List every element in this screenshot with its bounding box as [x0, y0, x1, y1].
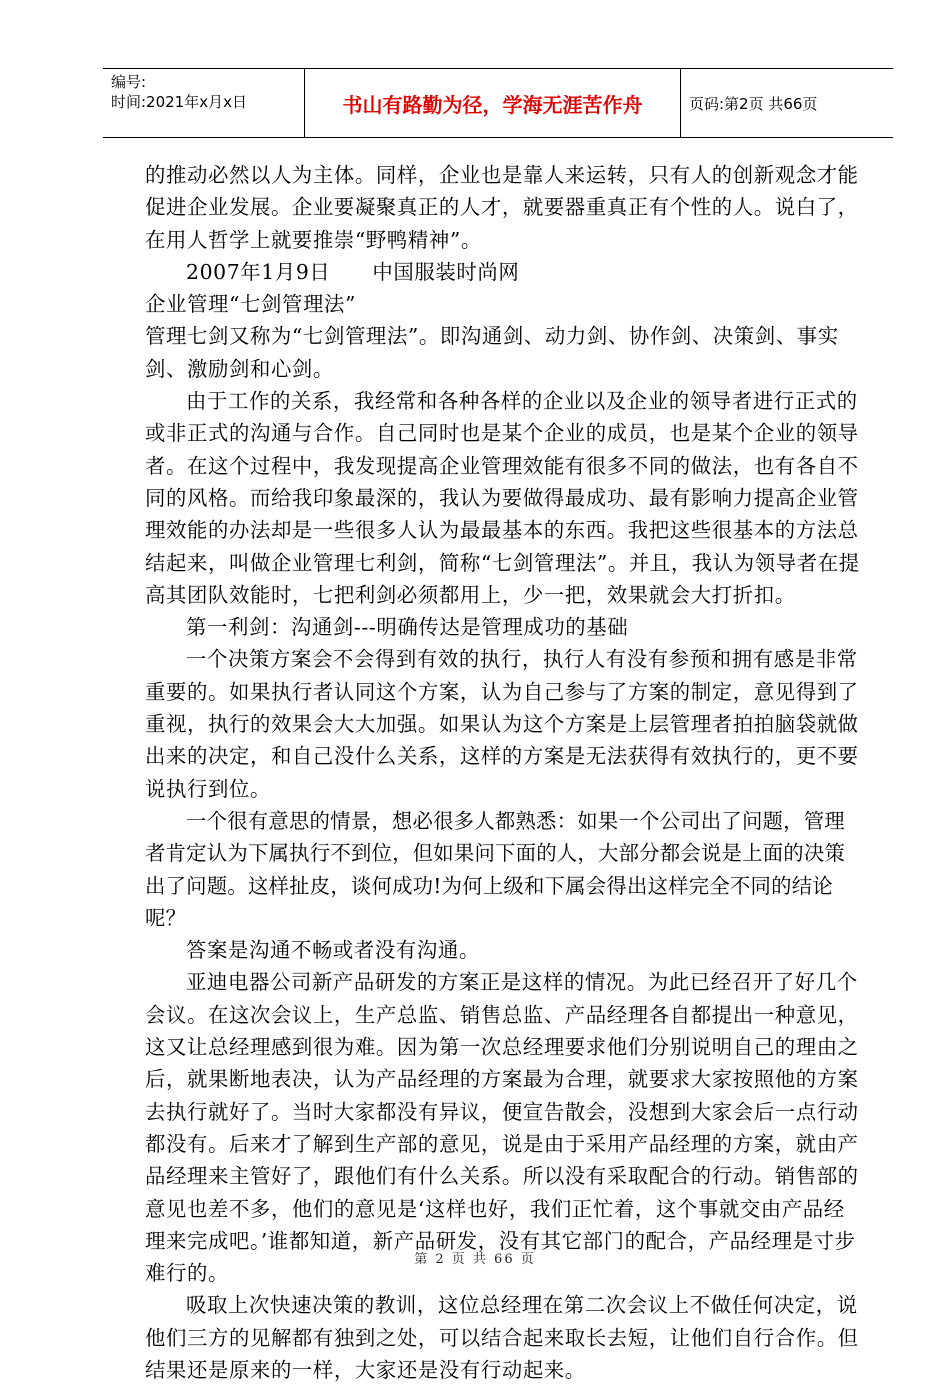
article-title: 企业管理“七剑管理法” — [145, 292, 356, 317]
page-header — [103, 68, 893, 138]
paragraph: 的推动必然以人为主体。同样，企业也是靠人来运转，只有人的创新观念才能促进企业发展。企业要凝聚真正的人才，就要器重真正有个性的人。说白了，在用人哲学上就要推崇“野鸭精神”。 — [145, 163, 859, 252]
number-label: 编号: — [111, 73, 147, 91]
paragraph: 一个很有意思的情景，想必很多人都熟悉：如果一个公司出了问题，管理者肯定认为下属执行不到位，但如果问下面的人，大部分都会说是上面的决策出了问题。这样扯皮，谈何成功!为何上级和下属会得出这样完全不同的结论呢？ — [145, 808, 846, 930]
date-source-line: 2007年1月9日 中国服装时尚网 — [186, 259, 520, 284]
paragraph: 一个决策方案会不会得到有效的执行，执行人有没有参预和拥有感是非常重要的。如果执行者认同这个方案，认为自己参与了方案的制定，意见得到了重视，执行的效果会大大加强。如果认为这个方案是上层管理者拍拍脑袋就做出来的决定，和自己没什么关系，这样的方案是无法获得有效执行的，更不要说执行到位。 — [145, 647, 859, 801]
header-motto: 书山有路勤为径，学海无涯苦作舟 — [305, 69, 681, 137]
paragraph: 管理七剑又称为“七剑管理法”。即沟通剑、动力剑、协作剑、决策剑、事实剑、激励剑和心剑。 — [145, 324, 839, 381]
paragraph: 吸取上次快速决策的教训，这位总经理在第二次会议上不做任何决定，说他们三方的见解都有独到之处，可以结合起来取长去短，让他们自行合作。但结果还是原来的一样，大家还是没有行动起来。 — [145, 1293, 859, 1382]
header-meta — [103, 69, 305, 137]
page-footer: 第 2 页 共 66 页 — [414, 1252, 536, 1267]
paragraph: 由于工作的关系，我经常和各种各样的企业以及企业的领导者进行正式的或非正式的沟通与合作。自己同时也是某个企业的成员，也是某个企业的领导者。在这个过程中，我发现提高企业管理效能有很多不同的做法，也有各自不同的风格。而给我印象最深的，我认为要做得最成功、最有影响力提高企业管理效能的办法却是一些很多人认为最最基本的东西。我把这些很基本的方法总结起来，叫做企业管理七利剑，简称“七剑管理法”。并且，我认为领导者在提高其团队效能时，七把利剑必须都用上，少一把，效果就会大打折扣。 — [145, 389, 860, 607]
section-heading: 第一利剑：沟通剑---明确传达是管理成功的基础 — [186, 615, 629, 640]
document-body — [145, 159, 865, 1386]
time-label: 时间:2021年x月x日 — [111, 93, 247, 111]
header-page-info: 页码:第2页 共66页 — [689, 94, 818, 113]
paragraph: 亚迪电器公司新产品研发的方案正是这样的情况。为此已经召开了好几个会议。在这次会议上，生产总监、销售总监、产品经理各自都提出一种意见，这又让总经理感到很为难。因为第一次总经理要求他们分别说明自己的理由之后，就果断地表决，认为产品经理的方案最为合理，就要求大家按照他的方案去执行就好了。当时大家都没有异议，便宣告散会，没想到大家会后一点行动都没有。后来才了解到生产部的意见，说是由于采用产品经理的方案，就由产品经理来主管好了，跟他们有什么关系。所以没有采取配合的行动。销售部的意见也差不多，他们的意见是‘这样也好，我们正忙着，这个事就交由产品经理来完成吧。’谁都知道，新产品研发，没有其它部门的配合，产品经理是寸步难行的。 — [145, 970, 859, 1286]
paragraph: 答案是沟通不畅或者没有沟通。 — [186, 938, 480, 963]
